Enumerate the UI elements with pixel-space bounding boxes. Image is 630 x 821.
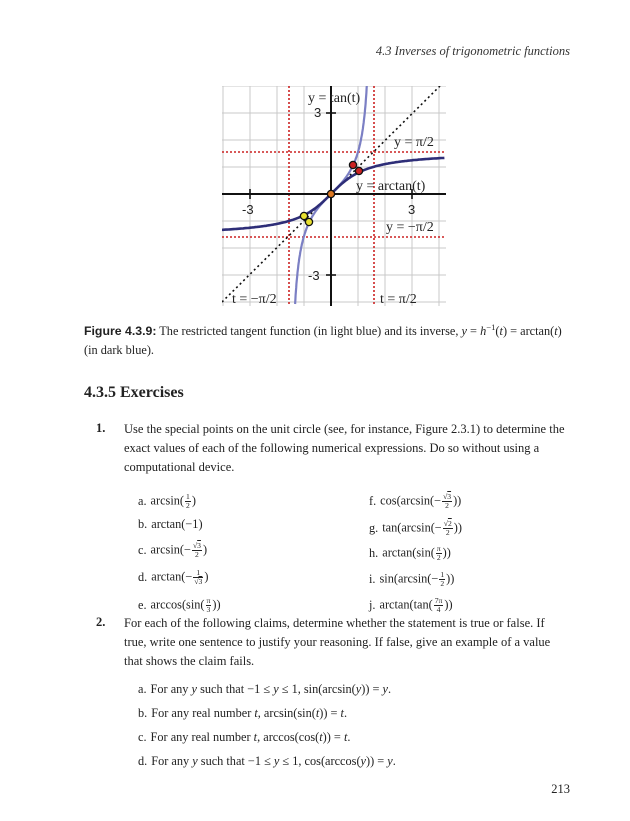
exercise-2-number: 2. bbox=[96, 615, 106, 629]
caption-math: $y = h^{-1}(t) = \arctan(t)$ bbox=[461, 322, 562, 339]
exercise-2-item-d: d. For any y such that −1 ≤ y ≤ 1, cos(arccos(y)) = y. bbox=[138, 754, 396, 768]
caption-text-a: The restricted tangent function (in light blue) and its inverse, bbox=[159, 324, 462, 339]
tick-label-x-neg3: -3 bbox=[242, 202, 254, 217]
exercise-1-item-i: i. sin(arcsin(− $\frac{1}{2}$ )) bbox=[369, 570, 455, 588]
exercise-2-item-a: a. For any y such that −1 ≤ y ≤ 1, sin(arcsin(y)) = y. bbox=[138, 682, 392, 696]
exercise-1-item-c: c. arcsin(− $\frac{√3}{2}$ ) bbox=[138, 541, 208, 559]
tick-label-y-neg3: -3 bbox=[308, 268, 320, 283]
exercise-1-item-d: d. arctan(− $\frac{1}{√3}$ ) bbox=[138, 568, 209, 586]
exercise-1-number: 1. bbox=[96, 421, 106, 435]
point-red-1 bbox=[349, 161, 356, 168]
section-heading: 4.3.5 Exercises bbox=[84, 384, 184, 401]
figure-caption bbox=[84, 318, 570, 360]
label-y-negpi2: y = −π/2 bbox=[386, 220, 434, 235]
exercise-2-item-c: c. For any real number t, arccos(cos(t)) = t. bbox=[138, 730, 351, 744]
exercise-1-item-f: f. cos(arcsin(− $\frac{√3}{2}$ )) bbox=[369, 492, 462, 510]
exercise-2-text: For each of the following claims, determine whether the statement is true or false. If true, write one sentence to justify your reasoning. If false, give an example of a value that shows the claim fails. bbox=[124, 616, 551, 668]
point-red-2 bbox=[355, 167, 362, 174]
exercise-1-item-b: b. arctan(−1) bbox=[138, 517, 203, 531]
exercise-1-item-h: h. arctan(sin( $\frac{\pi}{2}$ )) bbox=[369, 544, 451, 562]
label-t-pi2: t = π/2 bbox=[380, 292, 417, 306]
point-yellow-1 bbox=[300, 212, 307, 219]
label-tan: y = tan(t) bbox=[308, 91, 361, 106]
exercise-1-text: Use the special points on the unit circle (see, for instance, Figure 2.3.1) to determine the exact values of each of the following numerical expressions. Do so without using a computational device. bbox=[124, 422, 565, 474]
tick-label-y-3: 3 bbox=[314, 105, 322, 120]
label-y-pi2: y = π/2 bbox=[394, 135, 434, 150]
point-origin bbox=[327, 190, 334, 197]
exercise-1-item-e: e. arccos(sin( $\frac{\pi}{3}$ )) bbox=[138, 596, 221, 614]
exercise-1-item-a: a. arcsin( $\frac{1}{2}$ ) bbox=[138, 492, 196, 510]
exercise-2-item-b: b. For any real number t, arcsin(sin(t)) = t. bbox=[138, 706, 348, 720]
exercise-1-item-g: g. tan(arcsin(− $\frac{√2}{2}$ )) bbox=[369, 519, 462, 537]
caption-label: Figure 4.3.9: bbox=[84, 324, 157, 339]
page-number: 213 bbox=[551, 782, 570, 796]
running-head: 4.3 Inverses of trigonometric functions bbox=[375, 44, 570, 58]
point-yellow-2 bbox=[305, 218, 312, 225]
label-t-negpi2: t = −π/2 bbox=[232, 292, 277, 306]
tick-label-x-3: 3 bbox=[408, 202, 416, 217]
graph-figure bbox=[222, 86, 446, 306]
exercise-1-item-j: j. arctan(tan( $\frac{7\pi}{4}$ )) bbox=[369, 596, 453, 614]
label-arctan: y = arctan(t) bbox=[356, 179, 426, 194]
caption-text-b: (in dark blue). bbox=[84, 343, 154, 358]
